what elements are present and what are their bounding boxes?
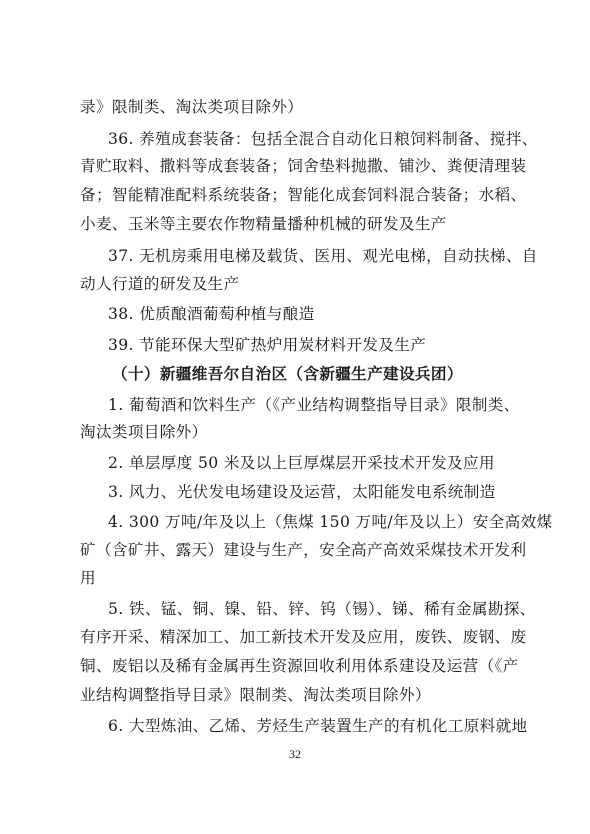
page-number: 32	[289, 747, 301, 761]
text-line: 用	[80, 569, 96, 587]
text-line: 备；智能精准配料系统装备；智能化成套饲料混合装备；水稻、	[80, 186, 527, 204]
item-37-line: 37. 无机房乘用电梯及载货、医用、观光电梯，自动扶梯、自	[108, 247, 538, 265]
item-6-line: 6. 大型炼油、乙烯、芳烃生产装置生产的有机化工原料就地	[108, 717, 528, 735]
item-4-line: 4. 300 万吨/年及以上（焦煤 150 万吨/年及以上）安全高效煤	[108, 513, 553, 531]
item-38-line: 38. 优质酿酒葡萄种植与酿造	[108, 305, 315, 323]
text-line: 铜、废铝以及稀有金属再生资源回收利用体系建设及运营（《产	[80, 657, 519, 675]
item-36-line: 36. 养殖成套装备：包括全混合自动化日粮饲料制备、搅拌、	[108, 130, 538, 148]
item-5-line: 5. 铁、锰、铜、镍、铅、锌、钨（锡）、锑、稀有金属勘探、	[108, 600, 536, 618]
section-heading: （十）新疆维吾尔自治区（含新疆生产建设兵团）	[112, 364, 463, 383]
item-1-line: 1. 葡萄酒和饮料生产（《产业结构调整指导目录》限制类、	[108, 396, 520, 414]
item-3-line: 3. 风力、光伏发电场建设及运营，太阳能发电系统制造	[108, 483, 496, 501]
text-line: 动人行道的研发及生产	[80, 275, 240, 293]
text-line: 小麦、玉米等主要农作物精量播种机械的研发及生产	[80, 215, 447, 233]
text-line: 有序开采、精深加工、加工新技术开发及应用，废铁、废钢、废	[80, 628, 527, 646]
text-line: 业结构调整指导目录》限制类、淘汰类项目除外）	[80, 686, 431, 704]
text-line: 青贮取料、撒料等成套装备；饲舍垫料抛撒、铺沙、粪便清理装	[80, 157, 527, 175]
text-line: 淘汰类项目除外）	[80, 423, 208, 441]
text-line: 矿（含矿井、露天）建设与生产，安全高产高效采煤技术开发利	[80, 541, 527, 559]
text-line: 录》限制类、淘汰类项目除外）	[80, 98, 304, 116]
item-2-line: 2. 单层厚度 50 米及以上巨厚煤层开采技术开发及应用	[108, 454, 495, 472]
item-39-line: 39. 节能环保大型矿热炉用炭材料开发及生产	[108, 336, 427, 354]
